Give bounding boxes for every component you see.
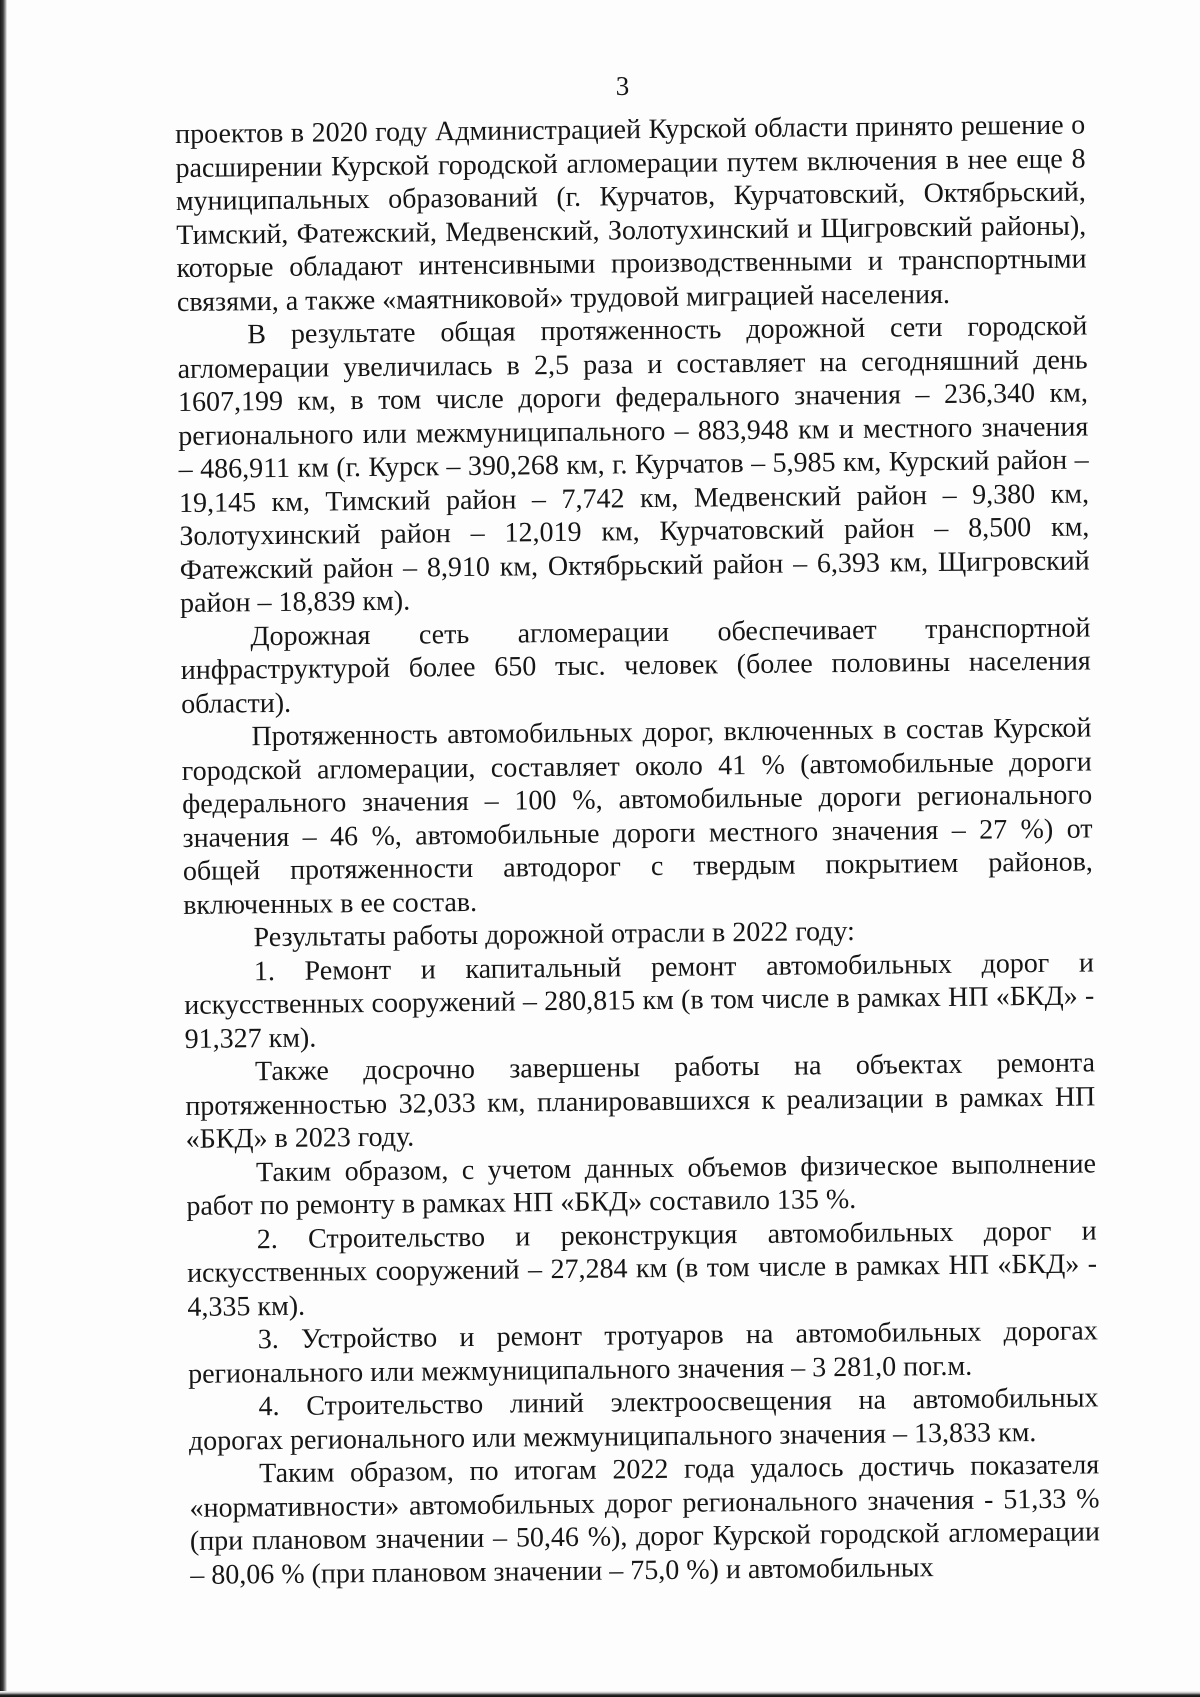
scan-edge-left bbox=[0, 0, 7, 1697]
list-item-sidewalks: 3. Устройство и ремонт тротуаров на автомобильных дорогах регионального или межмуниципального значения – 3 281,0 пог.м. bbox=[187, 1315, 1098, 1390]
page-number: 3 bbox=[615, 71, 630, 101]
body-text bbox=[175, 108, 1100, 1591]
paragraph-road-share: Протяженность автомобильных дорог, включенных в состав Курской городской агломерации, составляет около 41 % (автомобильные дороги федерального значения – 100 %, автомобильные дороги регионального значения – 46 %, автомобильные дороги местного значения – 27 %) от общей протяженности автодорог с твердым покрытием районов, включенных в ее состав. bbox=[181, 712, 1094, 921]
list-item-repair: 1. Ремонт и капитальный ремонт автомобильных дорог и искусственных сооружений – 280,815 км (в том числе в рамках НП «БКД» - 91,327 км). bbox=[184, 946, 1095, 1055]
list-item-construction: 2. Строительство и реконструкция автомобильных дорог и искусственных сооружений – 27,284 км (в том числе в рамках НП «БКД» - 4,335 км). bbox=[186, 1214, 1098, 1323]
paragraph-population-served: Дорожная сеть агломерации обеспечивает транспортной инфраструктурой более 650 тыс. человек (более половины населения области). bbox=[180, 611, 1091, 720]
list-item-lighting: 4. Строительство линий электроосвещения на автомобильных дорогах регионального или межмуниципального значения – 13,833 км. bbox=[188, 1382, 1099, 1457]
paragraph-physical-completion: Таким образом, с учетом данных объемов физическое выполнение работ по ремонту в рамках НП «БКД» составило 135 %. bbox=[186, 1147, 1097, 1222]
paragraph-network-length: В результате общая протяженность дорожной сети городской агломерации увеличилась в 2,5 раза и составляет на сегодняшний день 1607,199 км, в том числе дороги федерального значения – 236,340 км, регионального или межмуниципального – 883,948 км и местного значения – 486,911 км (г. Курск – 390,268 км, г. Курчатов – 5,985 км, Курский район – 19,145 км, Тимский район – 7,742 км, Медвенский район – 9,380 км, Золотухинский район – 12,019 км, Курчатовский район – 8,500 км, Фатежский район – 8,910 км, Октябрьский район – 6,393 км, Щигровский район – 18,839 км). bbox=[177, 310, 1090, 619]
paragraph-results-heading: Результаты работы дорожной отрасли в 2022 году: bbox=[253, 915, 856, 954]
paragraph-early-completion: Также досрочно завершены работы на объектах ремонта протяженностью 32,033 км, планировавшихся к реализации в рамках НП «БКД» в 2023 году. bbox=[185, 1047, 1096, 1155]
paragraph-continuation: проектов в 2020 году Администрацией Курской области принято решение о расширении Курской городской агломерации путем включения в нее еще 8 муниципальных образований (г. Курчатов, Курчатовский, Октябрьский, Тимский, Фатежский, Медвенский, Золотухинский и Щигровский районы), которые обладают интенсивными производственными и транспортными связями, а также «маятниковой» трудовой миграцией населения. bbox=[175, 109, 1087, 318]
paragraph-normativity: Таким образом, по итогам 2022 года удалось достичь показателя «нормативности» автомобильных дорог регионального значения - 51,33 % (при плановом значении – 50,46 %), дорог Курской городской агломерации – 80,06 % (при плановом значении – 75,0 %) и автомобильных bbox=[189, 1449, 1101, 1591]
scan-edge-bottom bbox=[0, 1691, 1200, 1697]
